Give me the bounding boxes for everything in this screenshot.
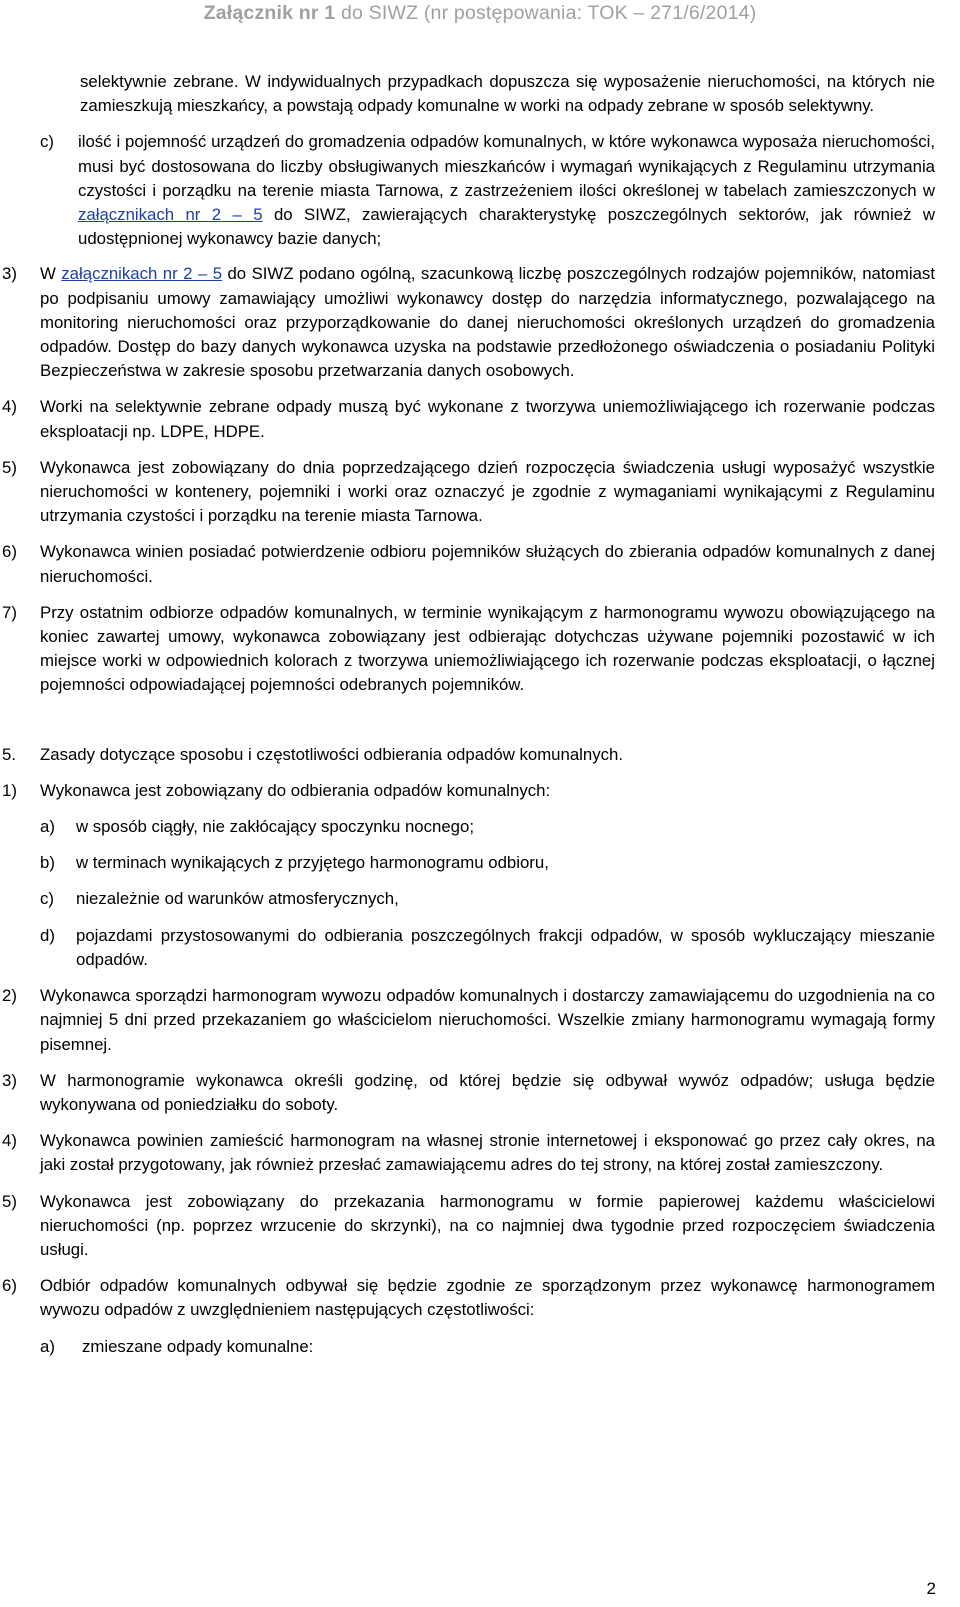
item-text-part1: ilość i pojemność urządzeń do gromadzenia odpadów komunalnych, w które wykonawca wyposaża nieruchomości, musi być dostosowana do liczby obsługiwanych mieszkańców i wymagań wynikających z Regulaminu utrzymania czystości i porządku na terenie miasta Tarnowa, z zastrzeżeniem ilości określonej w tabelach zamieszczonych w: [78, 132, 935, 200]
item-marker: 1): [2, 780, 17, 800]
item-text: Wykonawca jest zobowiązany do dnia poprzedzającego dzień rozpoczęcia świadczenia usługi wyposażyć wszystkie nieruchomości w kontenery, pojemniki i worki oraz oznaczyć je zgodnie z wymaganiami wynikającymi z Regulaminu utrzymania czystości i porządku na terenie miasta Tarnowa.: [40, 457, 935, 526]
item-text: Wykonawca jest zobowiązany do przekazania harmonogramu w formie papierowej każdemu właścicielowi nieruchomości (np. poprzez wrzucenie do skrzynki), na co najmniej dwa tygodnie przed rozpoczęciem świadczenia usługi.: [40, 1191, 935, 1259]
item-text: Wykonawca powinien zamieścić harmonogram na własnej stronie internetowej i eksponować go przez cały okres, na jaki został przygotowany, jak również przesłać zamawiającemu adres do tej strony, na której został zamieszczony.: [40, 1131, 935, 1175]
item-text: pojazdami przystosowanymi do odbierania poszczególnych frakcji odpadów, w sposób wykluczający mieszanie odpadów.: [76, 925, 935, 969]
s5-last-subitem-a: [40, 1335, 935, 1359]
list-item-4: [2, 395, 935, 443]
item-text-part2: do SIWZ, zawierających charakterystykę poszczególnych sektorów, jak również w udostępnionej wykonawcy bazie danych;: [78, 205, 935, 249]
s5-subitem-b: [40, 851, 935, 875]
item-marker: 6): [2, 542, 17, 562]
item-marker: 4): [2, 1131, 17, 1151]
item-marker: 6): [2, 1276, 17, 1296]
section-title: Zasady dotyczące sposobu i częstotliwości odbierania odpadów komunalnych.: [40, 744, 624, 764]
item-marker: d): [40, 925, 55, 945]
s5-list-item-4: [2, 1129, 935, 1177]
item-text: [78, 130, 935, 251]
s5-subitem-a: [40, 815, 935, 839]
item-text: Przy ostatnim odbiorze odpadów komunalnych, w terminie wynikającym z harmonogramu wywozu obowiązującego na koniec zawartej umowy, wykonawca zobowiązany jest odbierając dotychczas używane pojemniki pozostawić w ich miejsce worki w odpowiednich kolorach z tworzywa uniemożliwiającego ich rozerwanie podczas eksploatacji, o łącznej pojemności odpowiadającej pojemności odebranych pojemników.: [40, 602, 935, 695]
list-item-3: [2, 262, 935, 383]
header-bold: Załącznik nr 1: [203, 2, 336, 24]
item-text: Odbiór odpadów komunalnych odbywał się będzie zgodnie ze sporządzonym przez wykonawcę harmonogramem wywozu odpadów z uwzględnieniem następujących częstotliwości:: [40, 1276, 935, 1320]
item-text: niezależnie od warunków atmosferycznych,: [76, 889, 399, 909]
item-text: w sposób ciągły, nie zakłócający spoczynku nocnego;: [76, 817, 474, 837]
item-marker: c): [40, 132, 54, 152]
page-number: 2: [926, 1579, 936, 1598]
item-text: W harmonogramie wykonawca określi godzinę, od której będzie się odbywał wywóz odpadów; usługa będzie wykonywana od poniedziałku do soboty.: [40, 1070, 935, 1114]
s5-list-item-2: [2, 984, 935, 1057]
list-item-5: [2, 456, 935, 529]
page-header: [0, 2, 960, 25]
item-marker: 7): [2, 602, 17, 622]
document-body: [2, 70, 935, 1359]
item-text: zmieszane odpady komunalne:: [82, 1336, 314, 1356]
item-marker: a): [40, 817, 55, 837]
item-text: Wykonawca sporządzi harmonogram wywozu odpadów komunalnych i dostarczy zamawiającemu do uzgodnienia na co najmniej 5 dni przed przekazaniem go właścicielom nieruchomości. Wszelkie zmiany harmonogramu wymagają formy pisemnej.: [40, 986, 935, 1054]
s5-subitem-c: [40, 887, 935, 911]
list-item-7: [2, 601, 935, 698]
section-heading: [2, 743, 935, 767]
item-text: Wykonawca jest zobowiązany do odbierania odpadów komunalnych:: [40, 780, 551, 800]
intro-paragraph: selektywnie zebrane. W indywidualnych przypadkach dopuszcza się wyposażenie nieruchomości, na których nie zamieszkują mieszkańcy, a powstają odpady komunalne w worki na odpady zebrane w sposób selektywny.: [80, 72, 935, 116]
item-marker: 4): [2, 397, 17, 417]
item-text: Worki na selektywnie zebrane odpady muszą być wykonane z tworzywa uniemożliwiającego ich rozerwanie podczas eksploatacji np. LDPE, HDPE.: [40, 397, 935, 441]
item-marker: 3): [2, 1070, 17, 1090]
attachments-link[interactable]: załącznikach nr 2 – 5: [78, 205, 263, 225]
s5-list-item-5: [2, 1190, 935, 1263]
item-text-pre: W: [40, 264, 62, 284]
list-item-c: [40, 130, 935, 251]
item-text: w terminach wynikających z przyjętego harmonogramu odbioru,: [76, 853, 549, 873]
item-marker: b): [40, 853, 55, 873]
item-marker: 3): [2, 264, 17, 284]
s5-subitem-d: [40, 924, 935, 972]
item-marker: a): [40, 1336, 55, 1356]
s5-list-item-3: [2, 1069, 935, 1117]
item-marker: c): [40, 889, 54, 909]
item-text: Wykonawca winien posiadać potwierdzenie odbioru pojemników służących do zbierania odpadów komunalnych z danej nieruchomości.: [40, 542, 935, 586]
item-marker: 5): [2, 1191, 17, 1211]
list-item-6: [2, 540, 935, 588]
item-marker: 2): [2, 986, 17, 1006]
section-number: 5.: [2, 744, 16, 764]
attachments-link[interactable]: załącznikach nr 2 – 5: [61, 264, 223, 284]
s5-list-item-6: [2, 1274, 935, 1322]
item-text-post: do SIWZ podano ogólną, szacunkową liczbę poszczególnych rodzajów pojemników, natomiast po podpisaniu umowy zamawiający umożliwi wykonawcy dostęp do narzędzia informatycznego, pozwalającego na monitoring nieruchomości oraz przyporządkowanie do danej nieruchomości określonych urządzeń do gromadzenia odpadów. Dostęp do bazy danych wykonawca uzyska na podstawie przedłożonego oświadczenia o posiadaniu Polityki Bezpieczeństwa w zakresie sposobu przetwarzania danych osobowych.: [40, 264, 935, 381]
item-marker: 5): [2, 457, 17, 477]
header-rest: do SIWZ (nr postępowania: TOK – 271/6/2014): [335, 2, 757, 24]
s5-list-item-1: [2, 779, 935, 803]
item-text: [40, 262, 935, 383]
